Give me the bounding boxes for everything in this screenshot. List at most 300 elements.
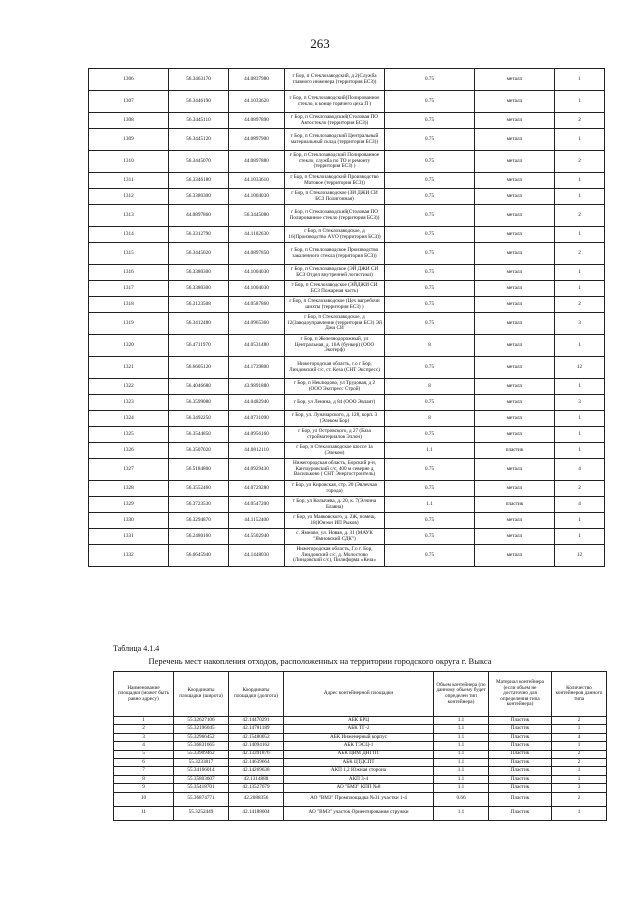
row-cell-material: металл (475, 69, 555, 91)
row-cell-material: металл (475, 265, 555, 281)
row-cell-volume: 0.75 (385, 189, 475, 205)
row-cell-address: г Бор, ул. Луначарского, д. 128, корп. 3 (Элеком Бор) (285, 411, 385, 427)
row-cell-material: Пластик (489, 758, 552, 766)
row-cell-number: 1324 (89, 411, 169, 427)
row-cell-lat: 56.3380300 (169, 281, 229, 297)
row-cell-count: 2 (555, 113, 605, 129)
row-cell-count: 1 (555, 335, 605, 357)
table-row (89, 335, 605, 357)
row-cell-address: г Бор, п Стеклозаводский Центральный материальный склад (территория БСЗ)) (285, 129, 385, 151)
row-cell-volume: 0.75 (385, 151, 475, 173)
row-cell-lon: 44.0731090 (229, 411, 285, 427)
row-cell-lon: 44.0956160 (229, 427, 285, 443)
row-cell-lon: 44.0897880 (229, 151, 285, 173)
row-cell-count: 1 (552, 806, 607, 820)
table-row (89, 443, 605, 459)
row-cell-count: 3 (552, 784, 607, 792)
row-cell-count: 4 (555, 459, 605, 481)
row-cell-volume: 0.75 (385, 459, 475, 481)
row-cell-lon: 44.1004030 (229, 281, 285, 297)
row-cell-number: 1332 (89, 545, 169, 567)
row-cell-lat: 56.3507020 (169, 443, 229, 459)
row-cell-address: АБК ЦТДСПТ (284, 758, 434, 766)
row-cell-count: 2 (555, 205, 605, 227)
row-cell-lon: 42.14269638 (229, 767, 284, 775)
row-cell-volume: 0.75 (385, 205, 475, 227)
row-cell-lon: 42.14188004 (229, 806, 284, 820)
row-cell-count: 2 (555, 481, 605, 497)
row-cell-lon: 42.13391876 (229, 750, 284, 758)
row-cell-address: Нижегородская область, г.о г Бор, Линдовский с/с, ст. Кеза (СНТ Экспресс) (285, 357, 385, 379)
row-cell-lat: 55.33909462 (174, 750, 229, 758)
row-cell-address: г Бор, п Стеклозаводский(Столовая ПО Полированное стекло (территория БСЗ)) (285, 205, 385, 227)
row-cell-volume: 0.75 (385, 243, 475, 265)
row-cell-address: АБК ТГ-2 (284, 725, 434, 733)
row-cell-volume: 0.75 (385, 513, 475, 529)
row-cell-material: Пластик (489, 784, 552, 792)
row-cell-material: металл (475, 173, 555, 189)
table-row (89, 513, 605, 529)
row-cell-material: металл (475, 411, 555, 427)
table-row (114, 717, 607, 725)
row-cell-count: 1 (555, 173, 605, 189)
row-cell-lon: 42.15480052 (229, 733, 284, 741)
row-cell-material: металл (475, 113, 555, 129)
row-cell-lat: 44.0897860 (169, 205, 229, 227)
row-cell-lon: 42.14094162 (229, 742, 284, 750)
row-cell-number: 2 (114, 725, 174, 733)
row-cell-lon: 44.0837980 (229, 69, 285, 91)
row-cell-volume: 0.75 (385, 545, 475, 567)
row-cell-lat: 56.3552460 (169, 481, 229, 497)
row-cell-lat: 55.34166014 (174, 767, 229, 775)
row-cell-lat: 55.32196045 (174, 725, 229, 733)
table-row (89, 129, 605, 151)
table-row (114, 725, 607, 733)
row-cell-material: металл (475, 379, 555, 395)
row-cell-address: г Бор, ул Маяковского, д. 2Ж, помещ. 18(Юнэон ИП Рыков) (285, 513, 385, 529)
row-cell-volume: 0.75 (385, 129, 475, 151)
row-cell-count: 2 (552, 750, 607, 758)
row-cell-number: 1318 (89, 297, 169, 313)
row-cell-lon: 44.0531480 (229, 335, 285, 357)
row-cell-material: металл (475, 151, 555, 173)
row-cell-lon: 44.5502940 (229, 529, 285, 545)
row-cell-volume: 1.1 (434, 742, 489, 750)
row-cell-lat: 56.4046680 (169, 379, 229, 395)
row-cell-volume: 0.75 (385, 357, 475, 379)
table-row (89, 91, 605, 113)
row-cell-lon: 44.1033620 (229, 91, 285, 113)
row-cell-volume: 1.1 (434, 806, 489, 820)
row-cell-address: г Бор, п Железнодорожный, ул Центральная, д. 16А (бункер) (ООО Экотерф) (285, 335, 385, 357)
row-cell-lon: 42.13527679 (229, 784, 284, 792)
row-cell-number: 7 (114, 767, 174, 775)
row-cell-lat: 56.3599080 (169, 395, 229, 411)
row-cell-count: 2 (552, 792, 607, 806)
row-cell-volume: 8 (385, 335, 475, 357)
row-cell-material: металл (475, 395, 555, 411)
row-cell-count: 1 (555, 189, 605, 205)
table-row (89, 189, 605, 205)
table-row (89, 297, 605, 313)
row-cell-count: 1 (552, 775, 607, 783)
row-cell-number: 1314 (89, 227, 169, 243)
row-cell-address: г Бор, п Стеклозаводское, д 12(Заводоуправление (территория БСЗ) Эй Джи СИ (285, 313, 385, 335)
row-cell-volume: 0.75 (385, 297, 475, 313)
row-cell-volume: 0.75 (385, 427, 475, 443)
row-cell-number: 1319 (89, 313, 169, 335)
row-cell-volume: 0.75 (385, 481, 475, 497)
row-cell-lat: 56.3445070 (169, 151, 229, 173)
row-cell-lon: 44.0587860 (229, 297, 285, 313)
table-row (114, 784, 607, 792)
row-cell-material: металл (475, 189, 555, 205)
row-cell-address: г Бор, п Стеклозаводский Производство Матовое (территория БСЗ)) (285, 173, 385, 189)
row-cell-material: металл (475, 205, 555, 227)
row-cell-address: г Бор, п Стеклозаводское (ЭЙДЖИ СИ БСЗ Пожарная часть) (285, 281, 385, 297)
row-cell-lon: 42.1314888 (229, 775, 284, 783)
row-cell-lat: 55.36831665 (174, 742, 229, 750)
row-cell-lat: 56.2480160 (169, 529, 229, 545)
table-row (89, 395, 605, 411)
row-cell-lon: 44.0897850 (229, 243, 285, 265)
row-cell-count: 2 (555, 151, 605, 173)
row-cell-lat: 56.3346180 (169, 173, 229, 189)
row-cell-number: 1322 (89, 379, 169, 395)
table-row (89, 205, 605, 227)
row-cell-lat: 56.4711970 (169, 335, 229, 357)
table-row (89, 411, 605, 427)
row-cell-address: Нижегородская область, Г.о г. Бор, Линдовский с/с, д. Молостово (Линдовский с/с), Пилиформа «Кеза» (285, 545, 385, 567)
row-cell-lon: 44.1102630 (229, 227, 285, 243)
table-row (89, 497, 605, 513)
row-cell-material: Пластик (489, 775, 552, 783)
table-row (89, 173, 605, 189)
row-cell-count: 1 (552, 767, 607, 775)
row-cell-count: 1 (555, 443, 605, 459)
row-cell-material: Пластик (489, 733, 552, 741)
row-cell-volume: 0.75 (385, 69, 475, 91)
row-cell-volume: 0.75 (385, 113, 475, 129)
row-cell-number: 1313 (89, 205, 169, 227)
row-cell-volume: 8 (385, 379, 475, 395)
row-cell-number: 1312 (89, 189, 169, 205)
row-cell-number: 1331 (89, 529, 169, 545)
header-lon: Координаты площадки (долгота) (229, 672, 284, 717)
row-cell-volume: 0.75 (385, 313, 475, 335)
table-row (114, 750, 607, 758)
row-cell-volume: 1.1 (434, 717, 489, 725)
waste-sites-table-continued (88, 68, 605, 567)
row-cell-count: 2 (555, 297, 605, 313)
row-cell-lat: 55.3252449 (174, 806, 229, 820)
table-row (89, 379, 605, 395)
table-row (114, 742, 607, 750)
row-cell-lat: 56.3312790 (169, 227, 229, 243)
row-cell-lon: 44.0482940 (229, 395, 285, 411)
row-cell-count: 2 (552, 717, 607, 725)
row-cell-number: 1311 (89, 173, 169, 189)
row-cell-lon: 44.0897890 (229, 113, 285, 129)
row-cell-lat: 55.3233817 (174, 758, 229, 766)
row-cell-material: металл (475, 281, 555, 297)
header-name: Наименование площадки (может быть равно адресу) (114, 672, 174, 717)
row-cell-address: г Бор, ул Колычева, д. 20, к. 7(Элчина Блавна) (285, 497, 385, 513)
row-cell-material: пластик (475, 443, 555, 459)
row-cell-material: металл (475, 129, 555, 151)
row-cell-material: Пластик (489, 806, 552, 820)
row-cell-volume: 0.75 (385, 91, 475, 113)
table-row (114, 792, 607, 806)
row-cell-volume: 0.66 (434, 792, 489, 806)
row-cell-volume: 1.1 (434, 725, 489, 733)
row-cell-lat: 56.3380300 (169, 189, 229, 205)
table-row (89, 481, 605, 497)
row-cell-lat: 56.3544850 (169, 427, 229, 443)
row-cell-number: 1309 (89, 129, 169, 151)
table-row (89, 459, 605, 481)
table-subtitle: Перечень мест накопления отходов, расположенных на территории городского округа г. Выкса (148, 656, 492, 666)
row-cell-address: г Бор, п Стеклозаводское шоссе 1а (Элеком) (285, 443, 385, 459)
row-cell-number: 1321 (89, 357, 169, 379)
row-cell-volume: 1.1 (385, 443, 475, 459)
vyksa-waste-sites-table (113, 671, 607, 821)
row-cell-count: 2 (555, 243, 605, 265)
table-row (114, 806, 607, 820)
table-caption: Таблица 4.1.4 (113, 644, 160, 653)
row-cell-number: 8 (114, 775, 174, 783)
header-material: Материал контейнера (если объем не достаточно для определения типа контейнера) (489, 672, 552, 717)
table-row (89, 265, 605, 281)
row-cell-lat: 56.3446190 (169, 91, 229, 113)
row-cell-number: 1325 (89, 427, 169, 443)
row-cell-lon: 43.9891880 (229, 379, 285, 395)
row-cell-address: АБК БРЦ (284, 717, 434, 725)
header-address: Адрес контейнерной площадки (284, 672, 434, 717)
row-cell-number: 1317 (89, 281, 169, 297)
row-cell-count: 12 (555, 357, 605, 379)
row-cell-address: АБК ЦВМ ДНГПТ (284, 750, 434, 758)
table-row (89, 313, 605, 335)
row-cell-material: металл (475, 91, 555, 113)
row-cell-address: АО "ВМЗ" Промплощадка №31 участки 1-4 (284, 792, 434, 806)
row-cell-count: 1 (555, 379, 605, 395)
row-cell-address: АКП 1,2 Южная сторона (284, 767, 434, 775)
row-cell-address: АКП 3-4 (284, 775, 434, 783)
row-cell-number: 10 (114, 792, 174, 806)
row-cell-lon: 44.1004030 (229, 189, 285, 205)
row-cell-address: АО "БМЗ" КПП №8 (284, 784, 434, 792)
row-cell-address: г Бор, п Стеклозаводский, д 2(Служба главного инженера (территория БСЗ)) (285, 69, 385, 91)
row-cell-lon: 44.0812110 (229, 443, 285, 459)
row-cell-number: 1310 (89, 151, 169, 173)
row-cell-material: металл (475, 513, 555, 529)
row-cell-number: 1316 (89, 265, 169, 281)
row-cell-count: 1 (552, 742, 607, 750)
row-cell-material: металл (475, 357, 555, 379)
row-cell-lat: 56.6645940 (169, 545, 229, 567)
row-cell-lon: 56.3445080 (229, 205, 285, 227)
row-cell-count: 4 (555, 497, 605, 513)
row-cell-number: 11 (114, 806, 174, 820)
table-row (89, 69, 605, 91)
table-row (89, 227, 605, 243)
header-count: Количество контейнеров данного типа (552, 672, 607, 717)
row-cell-lat: 56.6605120 (169, 357, 229, 379)
row-cell-material: металл (475, 459, 555, 481)
row-cell-lat: 56.3492250 (169, 411, 229, 427)
table-row (89, 113, 605, 129)
row-cell-count: 1 (555, 529, 605, 545)
table-row (89, 545, 605, 567)
row-cell-volume: 1.1 (434, 775, 489, 783)
row-cell-material: пластик (475, 497, 555, 513)
row-cell-number: 9 (114, 784, 174, 792)
row-cell-address: г Бор, п Стеклозаводское (ЗИ ДЖИ СИ БСЗ Полигонная) (285, 189, 385, 205)
row-cell-volume: 8 (385, 411, 475, 427)
row-cell-volume: 1.1 (434, 758, 489, 766)
row-cell-address: г Бор, п Неклюдово, ул Трудовая, д 2 (ООО Экспресс Строй) (285, 379, 385, 395)
row-cell-count: 3 (555, 395, 605, 411)
row-cell-volume: 1.1 (385, 497, 475, 513)
row-cell-material: Пластик (489, 792, 552, 806)
row-cell-lat: 56.3380300 (169, 265, 229, 281)
row-cell-count: 1 (555, 227, 605, 243)
row-cell-number: 1328 (89, 481, 169, 497)
row-cell-volume: 1.1 (434, 733, 489, 741)
row-cell-number: 1307 (89, 91, 169, 113)
row-cell-volume: 0.75 (385, 281, 475, 297)
row-cell-material: Пластик (489, 750, 552, 758)
row-cell-lat: 56.3445120 (169, 129, 229, 151)
row-cell-count: 1 (555, 69, 605, 91)
row-cell-material: металл (475, 545, 555, 567)
table-row (114, 767, 607, 775)
row-cell-address: г Бор, ул Кировская, стр. 20 (Эвлеччая города) (285, 481, 385, 497)
row-cell-lat: 56.5184800 (169, 459, 229, 481)
header-volume: Объем контейнера (по данному объему будет определен тип контейнера) (434, 672, 489, 717)
row-cell-count: 2 (552, 758, 607, 766)
row-cell-material: металл (475, 427, 555, 443)
row-cell-number: 1 (114, 717, 174, 725)
row-cell-lat: 56.3294870 (169, 513, 229, 529)
row-cell-lon: 44.0547200 (229, 497, 285, 513)
row-cell-lon: 42.14639664 (229, 758, 284, 766)
row-cell-lon: 44.0897900 (229, 129, 285, 151)
row-cell-lon: 42.14470291 (229, 717, 284, 725)
row-cell-lat: 56.3723530 (169, 497, 229, 513)
row-cell-volume: 0.75 (385, 529, 475, 545)
row-cell-volume: 1.1 (434, 784, 489, 792)
row-cell-lat: 56.3445020 (169, 243, 229, 265)
row-cell-lat: 56.3123508 (169, 297, 229, 313)
table-row (114, 775, 607, 783)
row-cell-volume: 0.75 (385, 173, 475, 189)
page-number: 263 (310, 36, 330, 51)
row-cell-lat: 55.32627106 (174, 717, 229, 725)
row-cell-address: АБК Инженерный корпус (284, 733, 434, 741)
row-cell-volume: 0.75 (385, 227, 475, 243)
row-cell-lon: 42.14781189 (229, 725, 284, 733)
table-row (89, 427, 605, 443)
row-cell-number: 1320 (89, 335, 169, 357)
row-cell-count: 12 (555, 545, 605, 567)
row-cell-lat: 55.32966452 (174, 733, 229, 741)
row-cell-lat: 55.35803607 (174, 775, 229, 783)
row-cell-address: г Бор, п Стеклозаводское Производство закаленного стекла (территория БСЗ)) (285, 243, 385, 265)
row-cell-count: 1 (555, 411, 605, 427)
row-cell-count: 1 (555, 129, 605, 151)
row-cell-lon: 44.1448030 (229, 545, 285, 567)
row-cell-number: 1315 (89, 243, 169, 265)
row-cell-address: г Бор, п Стеклозаводское (ЭЙ ДЖИ СИ БСЗ Отдел внутренней логистики) (285, 265, 385, 281)
table-row (114, 733, 607, 741)
row-cell-volume: 0.75 (385, 265, 475, 281)
row-cell-address: АБК ТЭСЦ-1 (284, 742, 434, 750)
row-cell-lat: 56.3412480 (169, 313, 229, 335)
row-cell-material: металл (475, 335, 555, 357)
row-cell-address: г Бор, ул Ленина, д 84 (ООО Эвлант) (285, 395, 385, 411)
row-cell-number: 5 (114, 750, 174, 758)
row-cell-address: г Бор, п Стеклозаводский(Столовая ПО Автостекло (территория БСЗ)) (285, 113, 385, 129)
table-row (89, 243, 605, 265)
row-cell-volume: 0.75 (385, 395, 475, 411)
row-cell-material: металл (475, 313, 555, 335)
row-cell-lon: 44.1004030 (229, 265, 285, 281)
row-cell-address: Нижегородская область, Борский р-н, Кантауровский с/с, 400 м северне д Васильково ( СНТ Энергостроитель) (285, 459, 385, 481)
row-cell-number: 1326 (89, 443, 169, 459)
row-cell-number: 1308 (89, 113, 169, 129)
row-cell-lon: 44.0929430 (229, 459, 285, 481)
row-cell-count: 1 (555, 265, 605, 281)
row-cell-address: г Бор, п Стеклозаводский Полированное стекло, служба по ТО и ремонту (территория БСЗ) ) (285, 151, 385, 173)
row-cell-volume: 1.1 (434, 750, 489, 758)
row-cell-material: металл (475, 227, 555, 243)
row-cell-material: Пластик (489, 742, 552, 750)
row-cell-number: 3 (114, 733, 174, 741)
row-cell-lon: 44.1152400 (229, 513, 285, 529)
row-cell-material: металл (475, 529, 555, 545)
row-cell-number: 1323 (89, 395, 169, 411)
row-cell-lon: 44.0965360 (229, 313, 285, 335)
row-cell-address: с. Ямново, ул. Новая, д. 31 (МАУК "Ямновский СДК") (285, 529, 385, 545)
row-cell-number: 1329 (89, 497, 169, 513)
row-cell-number: 4 (114, 742, 174, 750)
row-cell-count: 1 (555, 281, 605, 297)
row-cell-lat: 55.36874771 (174, 792, 229, 806)
row-cell-lon: 44.1739800 (229, 357, 285, 379)
row-cell-material: Пластик (489, 725, 552, 733)
row-cell-address: г Бор, п Стеклозаводский(Полированное стекло, к конце горячего цеха П ) (285, 91, 385, 113)
row-cell-volume: 1.1 (434, 767, 489, 775)
row-cell-number: 1306 (89, 69, 169, 91)
row-cell-count: 4 (552, 733, 607, 741)
table-row (89, 357, 605, 379)
row-cell-count: 1 (555, 513, 605, 529)
row-cell-material: Пластик (489, 717, 552, 725)
row-cell-lat: 55.35418701 (174, 784, 229, 792)
row-cell-lon: 44.1033610 (229, 173, 285, 189)
row-cell-lon: 44.0729280 (229, 481, 285, 497)
row-cell-lon: 42.2088356 (229, 792, 284, 806)
row-cell-count: 1 (555, 427, 605, 443)
row-cell-lat: 56.3445110 (169, 113, 229, 129)
row-cell-address: г Бор, ул Островского, д 27 (База стройматериалов Эллон) (285, 427, 385, 443)
row-cell-material: металл (475, 243, 555, 265)
row-cell-number: 1327 (89, 459, 169, 481)
row-cell-material: металл (475, 481, 555, 497)
